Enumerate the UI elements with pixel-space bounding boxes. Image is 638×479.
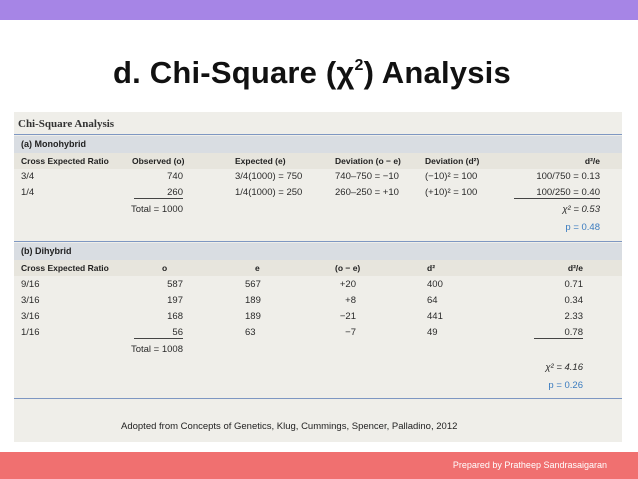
cell-d2e: 0.34 (564, 295, 583, 306)
section-dihybrid: (b) Dihybrid (14, 243, 622, 260)
p-value: p = 0.26 (548, 380, 583, 391)
cell-expected: 189 (245, 295, 261, 306)
col-header: Deviation (d²) (425, 156, 480, 166)
cell-deviation-squared: (+10)² = 100 (425, 187, 478, 198)
citation-text: Adopted from Concepts of Genetics, Klug, Cummings, Spencer, Palladino, 2012 (121, 421, 458, 432)
top-accent-bar (0, 0, 638, 20)
divider (14, 241, 622, 242)
cell-ratio: 1/4 (21, 187, 35, 198)
cell-d2e: 100/750 = 0.13 (536, 171, 600, 182)
cell-d2e: 0.78 (534, 327, 583, 339)
cell-observed: 56 (134, 327, 183, 339)
cell-d2e: 100/250 = 0.40 (514, 187, 600, 199)
cell-deviation-squared: 64 (427, 295, 438, 306)
cell-deviation: −7 (345, 327, 356, 338)
col-header: e (255, 263, 260, 273)
total-value: Total = 1000 (130, 204, 183, 215)
col-header: Expected (e) (235, 156, 286, 166)
cell-observed: 740 (167, 171, 183, 182)
divider (14, 398, 622, 399)
cell-expected: 63 (245, 327, 256, 338)
cell-ratio: 3/4 (21, 171, 35, 182)
footer-bar (0, 452, 638, 479)
footer-credit: Prepared by Pratheep Sandrasaigaran (452, 460, 607, 470)
cell-expected: 567 (245, 279, 261, 290)
col-header: Observed (o) (132, 156, 185, 166)
cell-deviation-squared: 400 (427, 279, 443, 290)
section-monohybrid: (a) Monohybrid (14, 136, 622, 153)
cell-deviation: −21 (339, 311, 356, 322)
cell-ratio: 3/16 (21, 295, 40, 306)
cell-ratio: 1/16 (21, 327, 40, 338)
chi-square-value: χ² = 0.53 (562, 204, 600, 215)
cell-deviation-squared: 49 (427, 327, 438, 338)
cell-expected: 1/4(1000) = 250 (235, 187, 303, 198)
cell-observed: 197 (167, 295, 183, 306)
cell-observed: 168 (167, 311, 183, 322)
cell-ratio: 3/16 (21, 311, 40, 322)
cell-deviation: +8 (345, 295, 356, 306)
cell-observed: 587 (167, 279, 183, 290)
cell-observed: 260 (134, 187, 183, 199)
cell-expected: 3/4(1000) = 750 (235, 171, 303, 182)
cell-deviation-squared: (−10)² = 100 (425, 171, 478, 182)
col-header: d²/e (584, 156, 600, 166)
cell-d2e: 0.71 (564, 279, 583, 290)
chi-square-table-panel (14, 112, 622, 442)
col-header: (o − e) (335, 263, 361, 273)
cell-deviation: +20 (339, 279, 356, 290)
col-header: o (162, 263, 168, 273)
divider (14, 134, 622, 135)
panel-title: Chi-Square Analysis (18, 118, 115, 130)
cell-ratio: 9/16 (21, 279, 40, 290)
col-header: d² (427, 263, 436, 273)
chi-square-value: χ² = 4.16 (545, 362, 583, 373)
cell-d2e: 2.33 (564, 311, 583, 322)
cell-deviation-squared: 441 (427, 311, 443, 322)
cell-deviation: 260–250 = +10 (335, 187, 399, 198)
col-header: d²/e (567, 263, 583, 273)
col-header: Cross Expected Ratio (21, 156, 109, 166)
col-header: Deviation (o − e) (335, 156, 401, 166)
p-value: p = 0.48 (565, 222, 600, 233)
cell-deviation: 740–750 = −10 (335, 171, 399, 182)
total-value: Total = 1008 (130, 344, 183, 355)
slide-title: d. Chi-Square $(\chi^2)$ Analysis (113, 55, 511, 90)
cell-expected: 189 (245, 311, 261, 322)
col-header: Cross Expected Ratio (21, 263, 109, 273)
